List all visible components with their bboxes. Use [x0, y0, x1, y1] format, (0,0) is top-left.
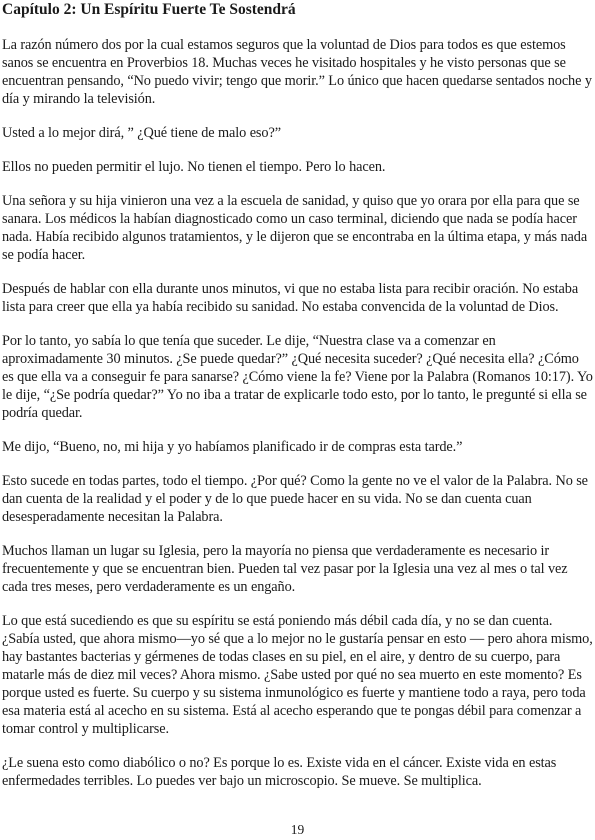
paragraph: Esto sucede en todas partes, todo el tiempo. ¿Por qué? Como la gente no ve el valor de la Palabra. No se dan cuenta de la realidad y el poder y de lo que puede hacer en su vida. No se dan cuenta cuan desesperadamente necesitan la Palabra.: [2, 473, 588, 525]
paragraph: Usted a lo mejor dirá, ” ¿Qué tiene de malo eso?”: [2, 125, 281, 141]
paragraph: Me dijo, “Bueno, no, mi hija y yo habíamos planificado ir de compras esta tarde.”: [2, 439, 463, 455]
paragraph: ¿Le suena esto como diabólico o no? Es porque lo es. Existe vida en el cáncer. Existe vida en estas enfermedades terribles. Lo puedes ver bajo un microscopio. Se mueve. Se multiplica.: [2, 755, 557, 789]
paragraph: Ellos no pueden permitir el lujo. No tienen el tiempo. Pero lo hacen.: [2, 159, 386, 175]
chapter-title: Capítulo 2: Un Espíritu Fuerte Te Sostendrá: [2, 1, 296, 18]
body-text: [2, 36, 593, 790]
paragraph: La razón número dos por la cual estamos seguros que la voluntad de Dios para todos es que estemos sanos se encuentra en Proverbios 18. Muchas veces he visitado hospitales y he visto personas que se encuentran pensando, “No puedo vivir; tengo que morir.” Lo único que hacen quedarse sentados noche y día y mirando la televisión.: [2, 37, 592, 107]
paragraph: Lo que está sucediendo es que su espíritu se está poniendo más débil cada día, y no se dan cuenta. ¿Sabía usted, que ahora mismo—yo sé que a lo mejor no le gustaría pensar en esto — pero ahora mismo, hay bastantes bacterias y gérmenes de todas clases en su piel, en el aire, y dentro de su cuerpo, para matarle más de diez mil veces? Ahora mismo. ¿Sabe usted por qué no sea muerto en este momento? Es porque usted es fuerte. Su cuerpo y su sistema inmunológico es fuerte y mantiene todo a raya, pero toda esa materia está al acecho en su sistema. Está al acecho esperando que te pongas débil para comenzar a tomar control y multiplicarse.: [2, 613, 593, 737]
page-number: 19: [290, 822, 305, 837]
paragraph: Por lo tanto, yo sabía lo que tenía que suceder. Le dije, “Nuestra clase va a comenzar en aproximadamente 30 minutos. ¿Se puede quedar?” ¿Qué necesita suceder? ¿Qué necesita ella? ¿Cómo es que ella va a conseguir fe para sanarse? ¿Cómo viene la fe? Viene por la Palabra (Romanos 10:17). Yo le dije, “¿Se podría quedar?” Yo no iba a tratar de explicarle todo esto, por lo tanto, le pregunté si ella se podría quedar.: [2, 333, 593, 421]
paragraph: Muchos llaman un lugar su Iglesia, pero la mayoría no piensa que verdaderamente es necesario ir frecuentemente y que se encuentran bien. Pueden tal vez pasar por la Iglesia una vez al mes o tal vez cada tres meses, pero verdaderamente es un engaño.: [2, 543, 568, 595]
paragraph: Después de hablar con ella durante unos minutos, vi que no estaba lista para recibir oración. No estaba lista para creer que ella ya había recibido su sanidad. No estaba convencida de la voluntad de Dios.: [2, 281, 579, 315]
paragraph: Una señora y su hija vinieron una vez a la escuela de sanidad, y quiso que yo orara por ella para que se sanara. Los médicos la habían diagnosticado como un caso terminal, diciendo que nada se podía hacer nada. Había recibido algunos tratamientos, y le dijeron que se encontraba en la última etapa, y más nada se podía hacer.: [2, 193, 588, 263]
